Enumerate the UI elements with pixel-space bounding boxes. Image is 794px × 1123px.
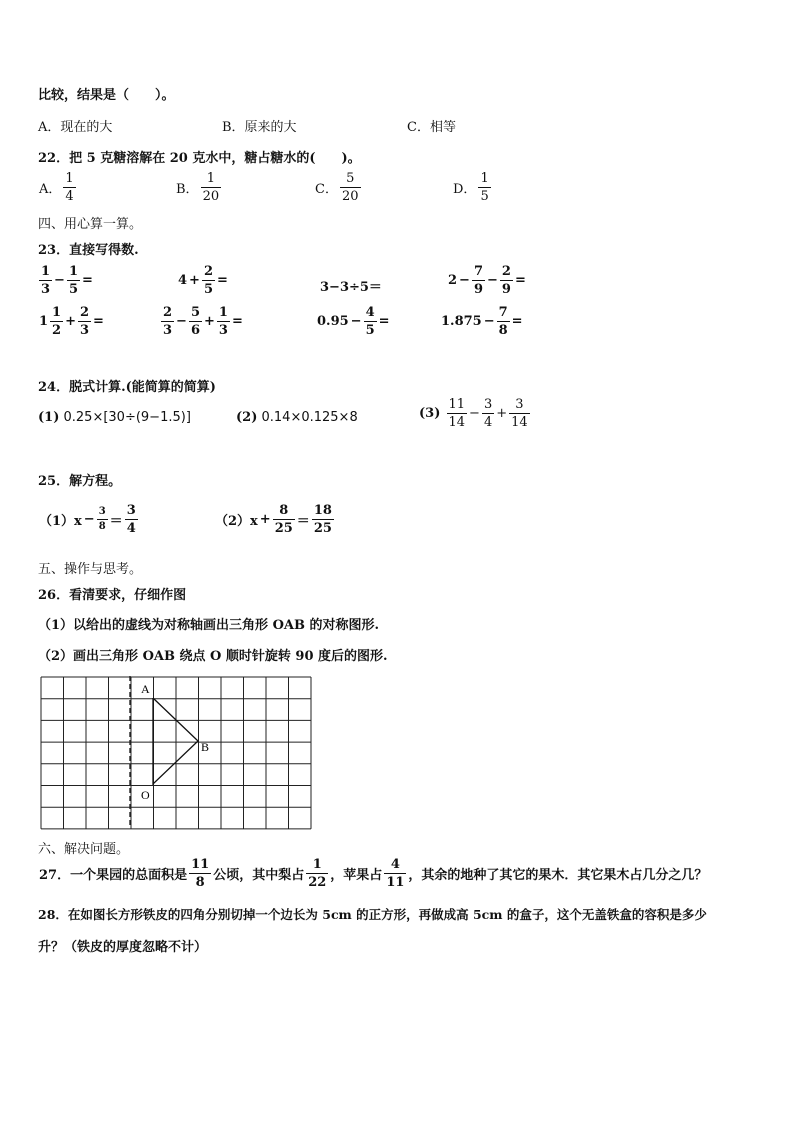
q26-part-1: （1）以给出的虚线为对称轴画出三角形 OAB 的对称图形. (38, 618, 380, 633)
label-b: B (201, 740, 210, 754)
q23-r2-d: 1.875 − $\frac{7}{8}$ = (441, 305, 523, 338)
grid-figure (40, 676, 312, 830)
grid-lines (41, 677, 311, 829)
q24-part-3: (3) $\frac{11}{14}$ − $\frac{3}{4}$ + $\frac{3}{14}$ (419, 397, 528, 430)
q26-part-2: （2）画出三角形 OAB 绕点 O 顺时针旋转 90 度后的图形. (38, 649, 388, 664)
q22-option-d: D． $\frac{1}{5}$ (453, 171, 489, 204)
q28-line-2: 升？（铁皮的厚度忽略不计） (38, 940, 208, 955)
section-6-title: 六、解决问题。 (38, 842, 130, 857)
q26-stem: 26．看清要求，仔细作图 (38, 588, 187, 603)
q25-part-1: （1）x − $\frac{3}{8}$ ＝ $\frac{3}{4}$ (39, 503, 136, 536)
q23-r2-b: $\frac{2}{3}$ − $\frac{5}{6}$ + $\frac{1}{3}$ = (163, 305, 243, 338)
q21-option-c: C．相等 (407, 120, 456, 135)
q28-line-1: 28．在如图长方形铁皮的四角分别切掉一个边长为 5cm 的正方形，再做成高 5cm 的盒子，这个无盖铁盒的容积是多少 (38, 907, 707, 922)
q22-option-c: C． $\frac{5}{20}$ (315, 171, 359, 204)
q23-stem: 23．直接写得数. (38, 243, 139, 258)
q24-stem: 24．脱式计算.(能简算的简算) (38, 380, 216, 395)
q27-text: 27．一个果园的总面积是 $\frac{11}{8}$ 公顷，其中梨占 $\frac{1}{22}$ ，苹果占 $\frac{4}{11}$ ，其余的地种了其它的果木．其它果木占几分之几？ (39, 857, 708, 890)
q21-stem-tail: 比较，结果是（ ）。 (38, 88, 175, 103)
section-5-title: 五、操作与思考。 (38, 562, 143, 577)
label-o: O (141, 788, 150, 802)
label-a: A (141, 682, 150, 696)
q23-r1-b: 4 + $\frac{2}{5}$ = (178, 264, 228, 297)
q21-option-b: B．原来的大 (222, 120, 297, 135)
q23-r1-a: $\frac{1}{3}$ − $\frac{1}{5}$ = (41, 264, 93, 297)
section-4-title: 四、用心算一算。 (38, 217, 143, 232)
q23-r1-c: 3−3÷5＝ (320, 280, 382, 295)
q22-stem: 22．把 5 克糖溶解在 20 克水中，糖占糖水的( )。 (38, 151, 361, 166)
q25-stem: 25．解方程。 (38, 474, 122, 489)
q25-part-2: （2）x + $\frac{8}{25}$ ＝ $\frac{18}{25}$ (215, 503, 332, 536)
q24-part-2: (2) 0.14×0.125×8 (236, 410, 358, 425)
q21-option-a: A．现在的大 (38, 120, 113, 135)
q23-r2-c: 0.95 − $\frac{4}{5}$ = (317, 305, 390, 338)
q24-part-1: (1) 0.25×[30÷(9−1.5)] (38, 410, 191, 425)
q23-r2-a: 1 $\frac{1}{2}$ + $\frac{2}{3}$ = (39, 305, 104, 338)
q22-option-a: A． $\frac{1}{4}$ (39, 171, 74, 204)
q23-r1-d: 2 − $\frac{7}{9}$ − $\frac{2}{9}$ = (448, 264, 526, 297)
q22-option-b: B． $\frac{1}{20}$ (176, 171, 220, 204)
